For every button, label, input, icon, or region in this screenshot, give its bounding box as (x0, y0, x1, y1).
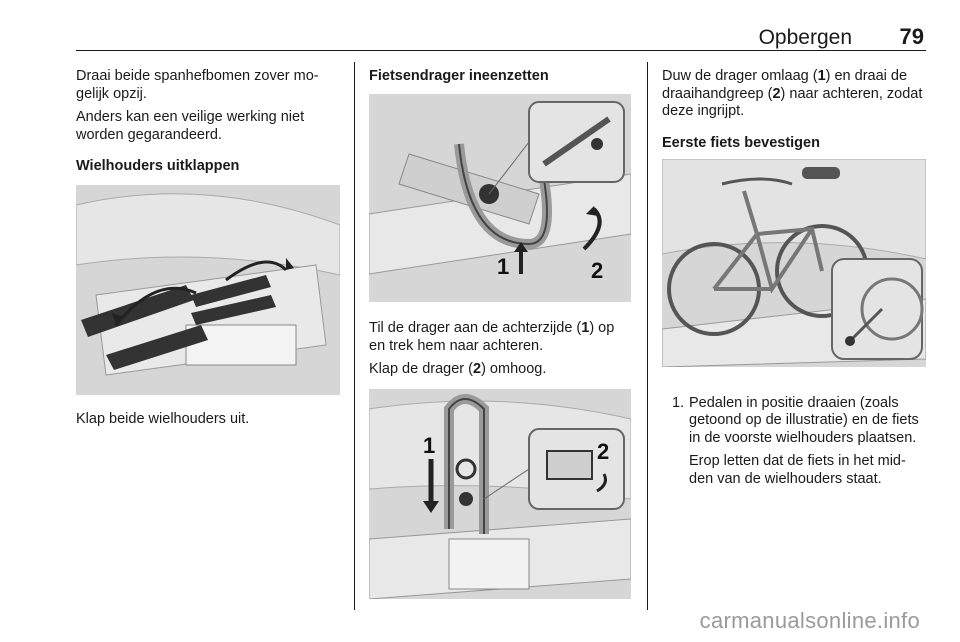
image-caption: Klap beide wielhouders uit. (76, 411, 250, 427)
paragraph: Anders kan een veilige werking niet worden gegarandeerd. (76, 109, 305, 143)
illustration-fold-carrier (369, 389, 631, 599)
column-left (76, 68, 342, 435)
figure-label: 1 (497, 254, 510, 279)
step-number: 1. (672, 394, 685, 411)
section-heading: Wielhouders uitklappen (76, 158, 240, 174)
illustration-lift-carrier (369, 94, 631, 302)
page-number: 79 (899, 24, 924, 49)
list-item (662, 395, 928, 489)
section-title: Opbergen (758, 26, 852, 49)
step-text: Pedalen in positie draaien (zoals getoond op de illustratie) en de fiets in de voorste wielhouders plaatsen. (689, 394, 919, 446)
figure-label: 1 (423, 432, 436, 458)
paragraph: Draai beide spanhefbomen zover mo-gelijk opzij. (76, 68, 319, 102)
step-note: Erop letten dat de fiets in het mid-den van de wielhouders staat. (689, 453, 906, 487)
step-list (662, 395, 928, 489)
paragraph: Til de drager aan de achterzijde (1) op en trek hem naar achteren. (369, 320, 615, 354)
page-header (76, 22, 926, 51)
section-heading: Fietsendrager ineenzetten (369, 68, 549, 84)
column-divider (354, 62, 355, 610)
section-heading: Eerste fiets bevestigen (662, 134, 820, 151)
column-divider (647, 62, 648, 610)
paragraph: Duw de drager omlaag (1) en draai de draaihandgreep (2) naar achteren, zodat deze ingrijpt. (662, 68, 923, 119)
column-middle (369, 68, 631, 599)
figure-label: 2 (597, 438, 610, 464)
illustration-first-bike (662, 159, 926, 367)
paragraph: Klap de drager (2) omhoog. (369, 361, 547, 377)
column-right (662, 68, 928, 494)
watermark: carmanualsonline.info (699, 608, 920, 633)
figure-label: 2 (591, 258, 604, 283)
illustration-wheel-holders (76, 185, 340, 395)
